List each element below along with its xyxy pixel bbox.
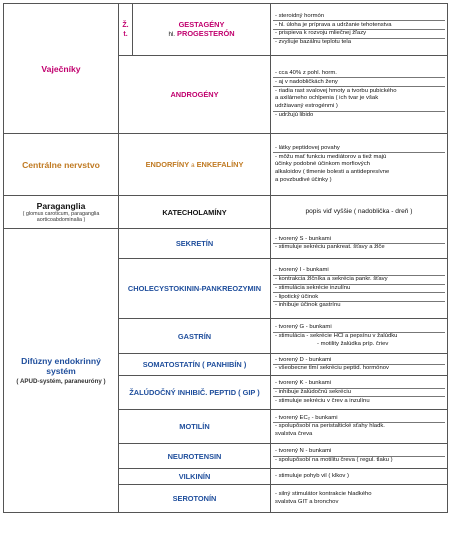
table-row [4, 196, 448, 229]
desc-line: - kontrakcia žlčníka a sekrécia pankr. šťavy [273, 275, 445, 284]
desc-line: - stimuluje sekréciu pankreat. šťavy a žlče [273, 243, 445, 252]
hormone-gestagen [133, 4, 271, 56]
desc-line: - hl. úloha je príprava a udržanie tehotenstva [273, 20, 445, 29]
desc-secretin [271, 229, 448, 259]
desc-line: a axilárneho ochlpenia ( ich tvar je však [275, 95, 379, 102]
desc-line: a povzbudivé účinky ) [275, 176, 332, 183]
desc-line: alkaloidov ( tlmenie bolesti a antidepresívne [275, 169, 390, 176]
organ-diffuse-label: Difúzny endokrinný systém [21, 356, 101, 376]
desc-line: - tvorený G - bunkami [275, 324, 332, 331]
desc-line: - aj v nadobličkách ženy [273, 77, 445, 86]
table-row [4, 229, 448, 259]
desc-line: - tvorený N - bunkami [275, 448, 332, 454]
desc-line: - cca 40% z pohl. horm. [275, 69, 337, 76]
desc-catecholamine [271, 196, 448, 229]
desc-line: - inhibuje účinok gastrínu [273, 301, 445, 310]
organ-ovaries [4, 4, 119, 134]
desc-line: - prispieva k rozvoju mliečnej žľazy [273, 29, 445, 38]
desc-androgen [271, 56, 448, 134]
desc-line: - tvorený K - bunkami [275, 380, 331, 387]
desc-gastrin [271, 319, 448, 354]
desc-line: - všeobecne tlmí sekréciu peptid. hormónov [273, 364, 445, 373]
desc-line: udržiavaný estrogénmi ) [275, 103, 338, 110]
desc-line: - stimuluje sekréciu v črev a inzulínu [273, 396, 445, 405]
desc-line: - tvorený EC₂ - bunkami [275, 414, 338, 421]
desc-line: popis viď vyššie ( nadoblička - dreň ) [305, 208, 413, 216]
hormone-motilin: MOTILÍN [119, 410, 271, 444]
desc-line: - motility žalúdka príp. čriev [317, 340, 389, 347]
organ-paraganglia-note: ( glomus caroticum, paraganglia aorticoabdominalia ) [22, 211, 100, 223]
desc-neurotensin [271, 444, 448, 469]
desc-line: - tvorený D - bunkami [275, 356, 332, 363]
desc-line: - steroidný hormón [275, 12, 325, 19]
organ-ovaries-label: Vaječníky [41, 63, 81, 74]
desc-line: svalstva čreva [275, 431, 313, 438]
desc-line: - stimulácia - sekrécie HCl a pepsínu v žalúdku [273, 332, 445, 341]
organ-paraganglia [4, 196, 119, 229]
organ-diffuse [4, 229, 119, 513]
desc-gip [271, 376, 448, 410]
hormone-enkephalin-label: ENKEFALÍNY [196, 159, 244, 169]
desc-gestagen [271, 4, 448, 56]
organ-diffuse-note: ( APUD-systém, paraneuróny ) [16, 378, 106, 385]
desc-line: - stimulácia sekrécie inzulínu [273, 284, 445, 293]
desc-line: - môžu mať funkciu mediátorov a tiež majú [273, 152, 445, 161]
hormone-endorphin-and: a [191, 161, 195, 169]
hormone-cck: CHOLECYSTOKININ-PANKREOZYMIN [119, 259, 271, 319]
desc-line: - stimuluje pohyb vil ( klkov ) [275, 472, 349, 479]
desc-line: - tvorený I - bunkami [275, 267, 329, 274]
hormone-somatostatin: SOMATOSTATÍN ( PANHIBÍN ) [119, 354, 271, 376]
hormone-neurotensin: NEUROTENSIN [119, 444, 271, 469]
desc-line: - silný stimulátor kontrakcie hladkého [275, 491, 372, 497]
hormone-gestagen-label: GESTAGÉNY [178, 20, 225, 29]
hormone-catecholamine: KATECHOLAMÍNY [119, 196, 271, 229]
hormone-vilkinin: VILKINÍN [119, 469, 271, 485]
desc-line: účinky podobné účinkom morfiových [275, 161, 370, 168]
hormone-gastrin: GASTRÍN [119, 319, 271, 354]
zt-label: Ž. t. [119, 4, 133, 56]
desc-vilkinin [271, 469, 448, 485]
hormone-table [3, 3, 448, 513]
hormone-endorphin-label: ENDORFÍNY [145, 159, 189, 169]
hormone-progesterone-label: PROGESTERÓN [177, 29, 235, 38]
hormone-serotonin: SEROTONÍN [119, 485, 271, 513]
desc-line: - riadia rast svalovej hmoty a tvorbu pubického [273, 86, 445, 95]
table-row [4, 4, 448, 56]
desc-line: svalstva GIT a bronchov [275, 498, 339, 505]
desc-line: - spolupôsobí na motilitu čreva ( regul. tlaku ) [273, 456, 445, 465]
desc-somatostatin [271, 354, 448, 376]
desc-motilin [271, 410, 448, 444]
desc-line: - udržujú libido [273, 111, 445, 120]
hormone-secretin: SEKRETÍN [119, 229, 271, 259]
table-row [4, 134, 448, 196]
desc-serotonin [271, 485, 448, 513]
hormone-gestagen-sub-prefix: hl. [168, 31, 175, 38]
desc-line: - lipotický účinok [273, 292, 445, 301]
organ-cns: Centrálne nervstvo [4, 134, 119, 196]
desc-line: - tvorený S - bunkami [275, 235, 331, 242]
desc-line: - zvyšuje bazálnu teplotu tela [273, 38, 445, 47]
desc-line: - látky peptidovej povahy [275, 144, 340, 151]
desc-endorphin [271, 134, 448, 196]
hormone-androgen: ANDROGÉNY [119, 56, 271, 134]
organ-paraganglia-label: Paraganglia [36, 201, 86, 211]
desc-line: - spolupôsobí na peristaltické sťahy hladk. [273, 422, 445, 431]
hormone-gip: ŽALÚDOČNÝ INHIBIČ. PEPTID ( GIP ) [119, 376, 271, 410]
desc-cck [271, 259, 448, 319]
desc-line: - inhibuje žalúdočnú sekréciu [273, 388, 445, 397]
hormone-endorphin [119, 134, 271, 196]
